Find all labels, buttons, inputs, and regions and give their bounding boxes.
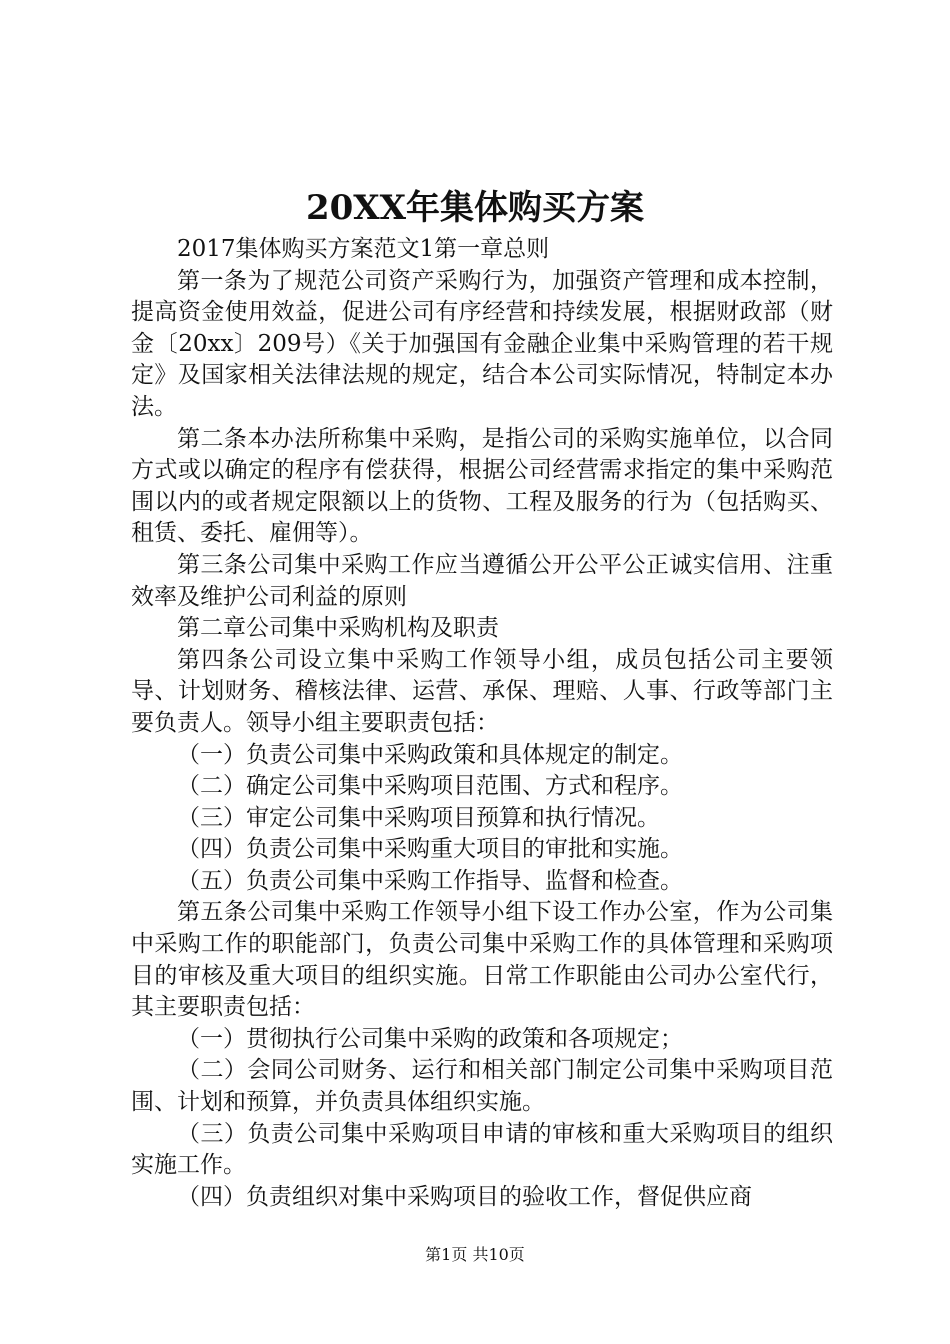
list-item: （三）负责公司集中采购项目申请的审核和重大采购项目的组织实施工作。 (131, 1120, 833, 1179)
list-item: （一）贯彻执行公司集中采购的政策和各项规定； (177, 1025, 683, 1052)
paragraph: 第三条公司集中采购工作应当遵循公开公平公正诚实信用、注重效率及维护公司利益的原则 (131, 551, 833, 610)
paragraph: 第五条公司集中采购工作领导小组下设工作办公室，作为公司集中采购工作的职能部门，负责公司集中采购工作的具体管理和采购项目的审核及重大项目的组织实施。日常工作职能由公司办公室代行，其主要职责包括： (131, 899, 833, 1021)
document-body (131, 234, 833, 1213)
paragraph: 第四条公司设立集中采购工作领导小组，成员包括公司主要领导、计划财务、稽核法律、运营、承保、理赔、人事、行政等部门主要负责人。领导小组主要职责包括： (131, 646, 833, 736)
list-item: （四）负责公司集中采购重大项目的审批和实施。 (177, 836, 683, 863)
list-item: （一）负责公司集中采购政策和具体规定的制定。 (177, 741, 683, 768)
list-item: （四）负责组织对集中采购项目的验收工作，督促供应商 (177, 1183, 752, 1210)
paragraph: 第一条为了规范公司资产采购行为，加强资产管理和成本控制，提高资金使用效益，促进公司有序经营和持续发展，根据财政部（财金〔20xx〕209号）《关于加强国有金融企业集中采购管理的若干规定》及国家相关法律法规的规定，结合本公司实际情况，特制定本办法。 (131, 267, 833, 420)
document-title: 20XX年集体购买方案 (305, 188, 645, 228)
list-item: （五）负责公司集中采购工作指导、监督和检查。 (177, 867, 683, 894)
list-item: （二）确定公司集中采购项目范围、方式和程序。 (177, 773, 683, 800)
list-item: （二）会同公司财务、运行和相关部门制定公司集中采购项目范围、计划和预算，并负责具体组织实施。 (131, 1057, 833, 1116)
page-footer: 第1页 共10页 (425, 1245, 525, 1264)
paragraph: 2017集体购买方案范文1第一章总则 (177, 236, 550, 262)
chapter-heading: 第二章公司集中采购机构及职责 (177, 615, 499, 642)
list-item: （三）审定公司集中采购项目预算和执行情况。 (177, 804, 660, 831)
paragraph: 第二条本办法所称集中采购，是指公司的采购实施单位，以合同方式或以确定的程序有偿获得，根据公司经营需求指定的集中采购范围以内的或者规定限额以上的货物、工程及服务的行为（包括购买、租赁、委托、雇佣等）。 (131, 425, 833, 547)
